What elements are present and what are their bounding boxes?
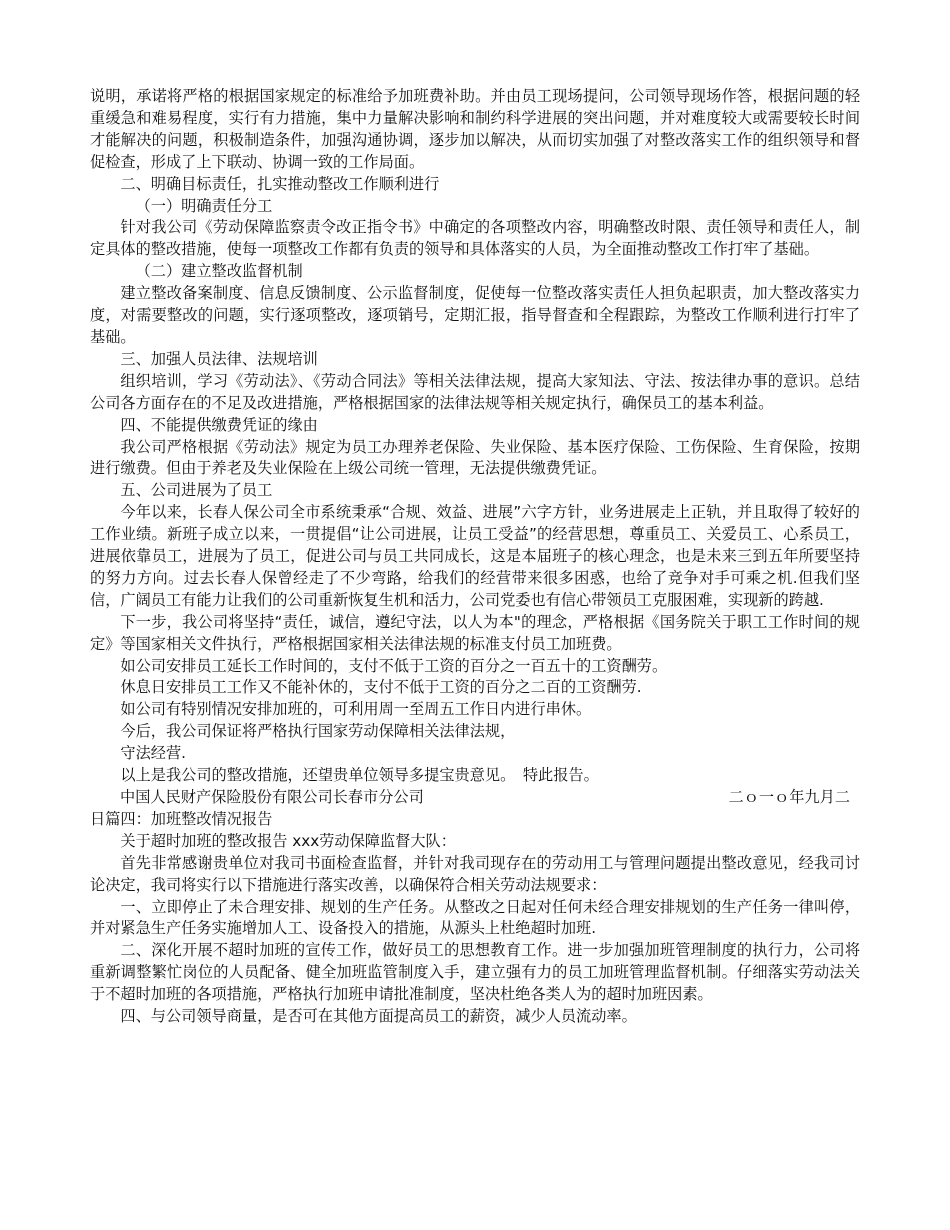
paragraph-4: 我公司严格根据《劳动法》规定为员工办理养老保险、失业保险、基本医疗保险、工伤保险、生育保险，按期进行缴费。但由于养老及失业保险在上级公司统一管理，无法提供缴费凭证。: [90, 437, 860, 478]
paragraph-item-1: 一、立即停止了未合理安排、规划的生产任务。从整改之日起对任何未经合理安排规划的生产任务一律叫停，并对紧急生产任务实施增加人工、设备投入的措施，从源头上杜绝超时加班.: [90, 897, 860, 938]
paragraph-rest-day-pay: 休息日安排员工工作又不能补休的，支付不低于工资的百分之二百的工资酬劳.: [120, 678, 642, 697]
paragraph-article-4-title: 日篇四：加班整改情况报告: [90, 809, 273, 828]
subheading-2-2: （二）建立整改监督机制: [135, 262, 303, 281]
heading-section-2: 二、明确目标责任，扎实推动整改工作顺利进行: [120, 174, 440, 193]
paragraph-thanks: 首先非常感谢贵单位对我司书面检查监督，并针对我司现存在的劳动用工与管理问题提出整改意见，经我司讨论决定，我司将实行以下措施进行落实改善，以确保符合相关劳动法规要求：: [90, 853, 860, 894]
paragraph-guarantee: 今后，我公司保证将严格执行国家劳动保障相关法律法规，: [120, 722, 516, 741]
subheading-2-1: （一）明确责任分工: [135, 196, 273, 215]
paragraph-overtime-pay: 如公司安排员工延长工作时间的，支付不低于工资的百分之一百五十的工资酬劳。: [120, 656, 668, 675]
heading-section-4: 四、不能提供缴费凭证的缘由: [120, 415, 318, 434]
signature-company: 中国人民财产保险股份有限公司长春市分公司: [120, 788, 424, 806]
paragraph-special-overtime: 如公司有特别情况安排加班的，可利用周一至周五工作日内进行串休。: [120, 700, 592, 719]
paragraph-report-title: 关于超时加班的整改报告 xxx劳动保障监督大队：: [120, 831, 456, 850]
signature-date: 二ｏ一ｏ年九月二: [728, 788, 850, 806]
signature-line: [90, 787, 860, 809]
paragraph-2-2: 建立整改备案制度、信息反馈制度、公示监督制度，促使每一位整改落实责任人担负起职责，加大整改落实力度，对需要整改的问题，实行逐项整改，逐项销号，定期汇报，指导督查和全程跟踪，为整改工作顺利进行打牢了基础。: [90, 284, 860, 346]
paragraph-item-2: 二、深化开展不超时加班的宣传工作，做好员工的思想教育工作。进一步加强加班管理制度的执行力，公司将重新调整繁忙岗位的人员配备、健全加班监管制度入手，建立强有力的员工加班管理监督机制。仔细落实劳动法关于不超时加班的各项措施，严格执行加班申请批准制度，坚决杜绝各类人为的超时加班因素。: [90, 941, 860, 1004]
heading-section-3: 三、加强人员法律、法规培训: [120, 349, 318, 368]
document-body: [90, 86, 860, 1028]
paragraph-2-1: 针对我公司《劳动保障监察责令改正指令书》中确定的各项整改内容，明确整改时限、责任领导和责任人，制定具体的整改措施，使每一项整改工作都有负责的领导和具体落实的人员，为全面推动整改工作打牢了基础。: [90, 218, 860, 259]
paragraph-closing: 以上是我公司的整改措施，还望贵单位领导多提宝贵意见。 特此报告。: [120, 766, 599, 785]
paragraph-3: 组织培训，学习《劳动法》、《劳动合同法》等相关法律法规，提高大家知法、守法、按法律办事的意识。总结公司各方面存在的不足及改进措施，严格根据国家的法律法规等相关规定执行，确保员工的基本利益。: [90, 371, 860, 412]
paragraph-next-step: 下一步，我公司将坚持“责任，诚信，遵纪守法，以人为本"的理念，严格根据《国务院关于职工工作时间的规定》等国家相关文件执行，严格根据国家相关法律法规的标准支付员工加班费。: [90, 612, 860, 653]
paragraph-5: 今年以来，长春人保公司全市系统秉承“合规、效益、进展”六字方针，业务进展走上正轨，并且取得了较好的工作业绩。新班子成立以来，一贯提倡“让公司进展，让员工受益”的经营思想，尊重员工、关爱员工、心系员工，进展依靠员工，进展为了员工，促进公司与员工共同成长，这是本届班子的核心理念，也是未来三到五年所要坚持的努力方向。过去长春人保曾经走了不少弯路，给我们的经营带来很多困惑，也给了竞争对手可乘之机.但我们坚信，广阔员工有能力让我们的公司重新恢复生机和活力，公司党委也有信心带领员工克服困难，实现新的跨越.: [90, 503, 860, 609]
paragraph-item-4: 四、与公司领导商量，是否可在其他方面提高员工的薪资，减少人员流动率。: [120, 1007, 637, 1026]
heading-section-5: 五、公司进展为了员工: [120, 481, 273, 500]
paragraph-lawful: 守法经营.: [120, 744, 186, 763]
paragraph-intro-continuation: 说明，承诺将严格的根据国家规定的标准给予加班费补助。并由员工现场提问，公司领导现场作答，根据问题的轻重缓急和难易程度，实行有力措施，集中力量解决影响和制约科学进展的突出问题，并对难度较大或需要较长时间才能解决的问题，积极制造条件，加强沟通协调，逐步加以解决，从而切实加强了对整改落实工作的组织领导和督促检查，形成了上下联动、协调一致的工作局面。: [90, 87, 860, 171]
